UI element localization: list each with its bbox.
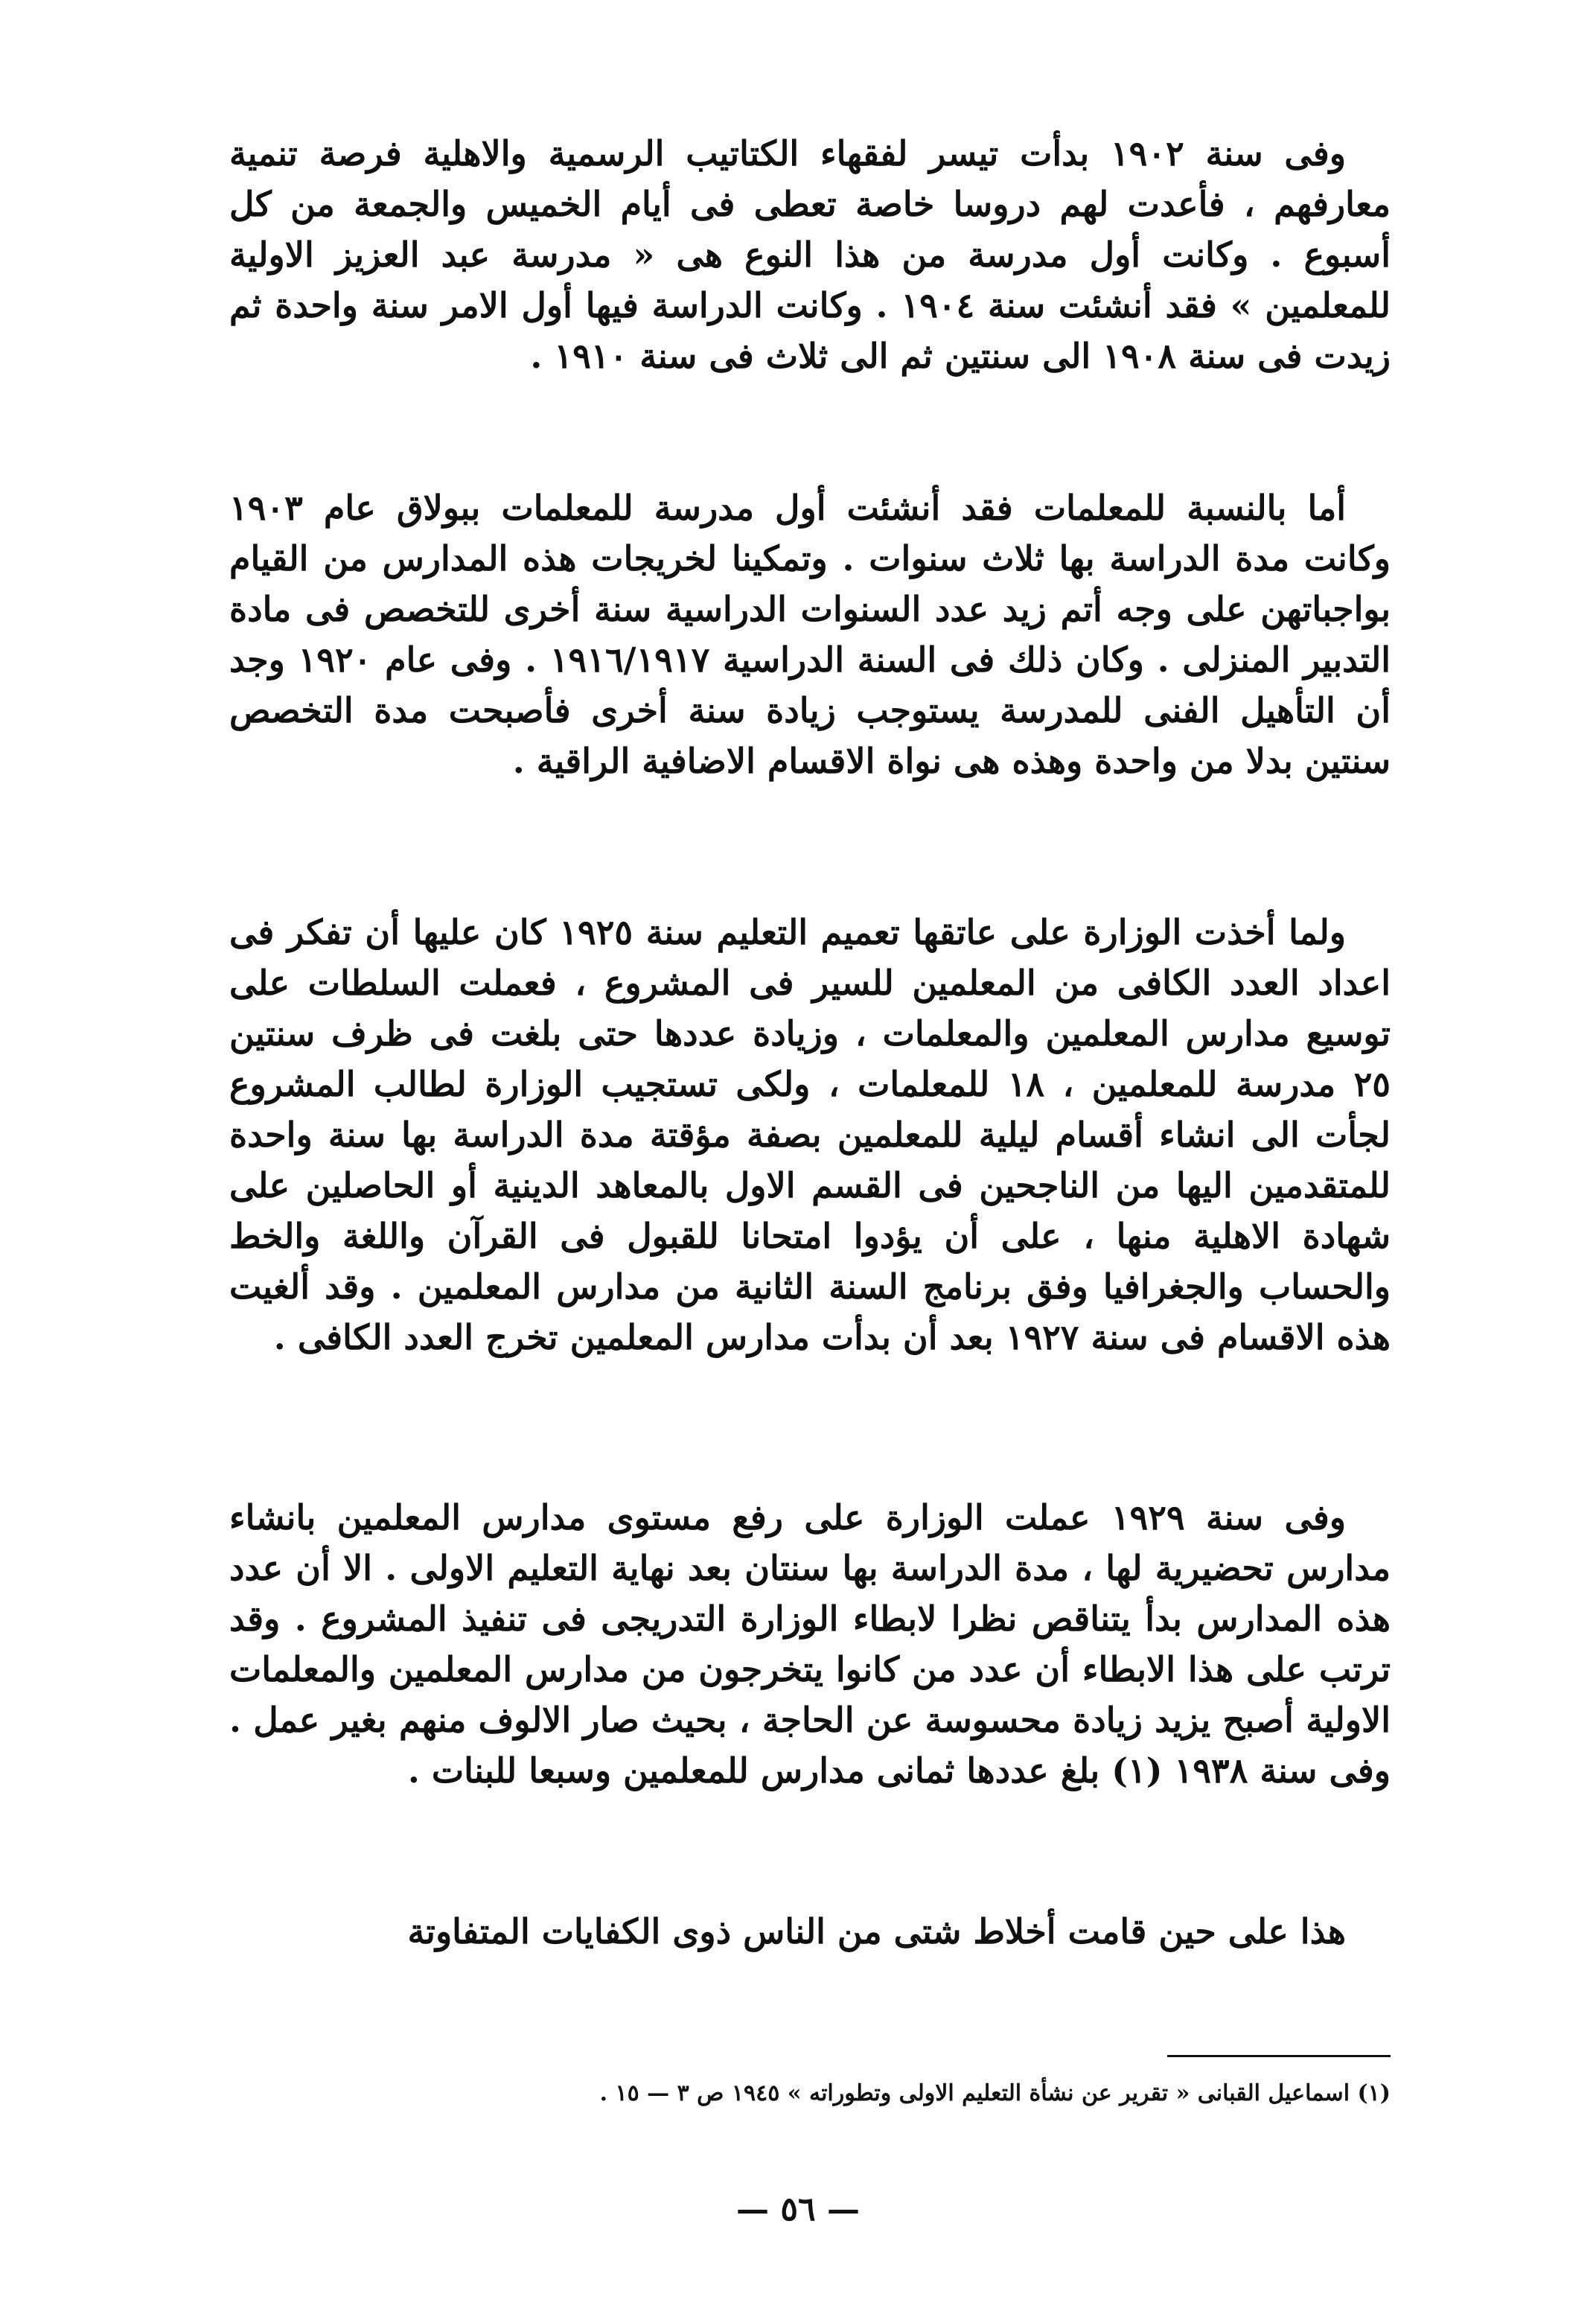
paragraph-text: ولما أخذت الوزارة على عاتقها تعميم التعليم سنة ١٩٢٥ كان عليها أن تفكر فى اعداد العدد الكافى من المعلمين للسير فى المشروع ، فعملت السلطات على توسيع مدارس المعلمين والمعلمات ، وزيادة عددها حتى بلغت فى ظرف سنتين ٢٥ مدرسة للمعلمين ، ١٨ للمعلمات ، ولكى تستجيب الوزارة لطالب المشروع لجأت الى انشاء أقسام ليلية للمعلمين بصفة مؤقتة مدة الدراسة بها سنة واحدة للمتقدمين اليها من الناجحين فى القسم الاول بالمعاهد الدينية أو الحاصلين على شهادة الاهلية منها ، على أن يؤدوا امتحانا للقبول فى القرآن واللغة والخط والحساب والجغرافيا وفق برنامج السنة الثانية من مدارس المعلمين . وقد ألغيت هذه الاقسام فى سنة ١٩٢٧ بعد أن بدأت مدارس المعلمين تخرج العدد الكافى . — [229, 912, 1391, 1357]
paragraph-1 — [229, 128, 1391, 381]
paragraph-text: وفى سنة ١٩٢٩ عملت الوزارة على رفع مستوى مدارس المعلمين بانشاء مدارس تحضيرية لها ، مدة الدراسة بها سنتان بعد نهاية التعليم الاولى . الا أن عدد هذه المدارس بدأ يتناقص نظرا لابطاء الوزارة التدريجى فى تنفيذ المشروع . وقد ترتب على هذا الابطاء أن عدد من كانوا يتخرجون من مدارس المعلمين والمعلمات الاولية أصبح يزيد زيادة محسوسة عن الحاجة ، بحيث صار الالوف منهم بغير عمل . وفى سنة ١٩٣٨ (١) بلغ عددها ثمانى مدارس للمعلمين وسبعا للبنات . — [229, 1497, 1391, 1791]
paragraph-2 — [229, 482, 1391, 786]
paragraph-text: وفى سنة ١٩٠٢ بدأت تيسر لفقهاء الكتاتيب الرسمية والاهلية فرصة تنمية معارفهم ، فأعدت لهم دروسا خاصة تعطى فى أيام الخميس والجمعة من كل أسبوع . وكانت أول مدرسة من هذا النوع هى « مدرسة عبد العزيز الاولية للمعلمين » فقد أنشئت سنة ١٩٠٤ . وكانت الدراسة فيها أول الامر سنة واحدة ثم زيدت فى سنة ١٩٠٨ الى سنتين ثم الى ثلاث فى سنة ١٩١٠ . — [229, 133, 1391, 376]
paragraph-4 — [229, 1492, 1391, 1796]
paragraph-text: هذا على حين قامت أخلاط شتى من الناس ذوى الكفايات المتفاوتة — [407, 1911, 1346, 1951]
page-number: — ٥٦ — — [736, 2190, 860, 2228]
footnote: (١) اسماعيل القبانى « تقرير عن نشأة التعليم الاولى وتطوراته » ١٩٤٥ ص ٣ — ١٥ . — [599, 2080, 1391, 2106]
footnote-divider — [1167, 2055, 1391, 2057]
paragraph-text: أما بالنسبة للمعلمات فقد أنشئت أول مدرسة للمعلمات ببولاق عام ١٩٠٣ وكانت مدة الدراسة بها ثلاث سنوات . وتمكينا لخريجات هذه المدارس من القيام بواجباتهن على وجه أتم زيد عدد السنوات الدراسية سنة أخرى للتخصص فى مادة التدبير المنزلى . وكان ذلك فى السنة الدراسية ١٩١٦/١٩١٧ . وفى عام ١٩٢٠ وجد أن التأهيل الفنى للمدرسة يستوجب زيادة سنة أخرى فأصبحت مدة التخصص سنتين بدلا من واحدة وهذه هى نواة الاقسام الاضافية الراقية . — [229, 488, 1391, 781]
paragraph-3 — [229, 907, 1391, 1363]
paragraph-5 — [229, 1906, 1391, 1957]
